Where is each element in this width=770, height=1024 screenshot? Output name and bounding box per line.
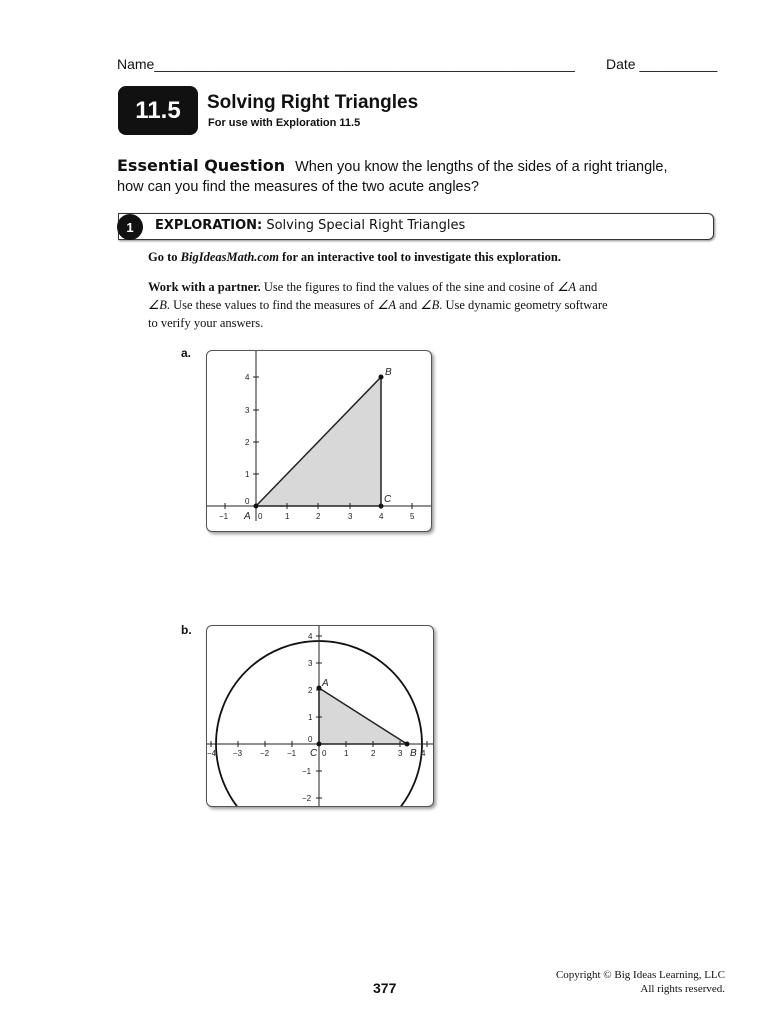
- x-tick-label: 1: [285, 512, 290, 521]
- y-tick-label: 1: [308, 713, 313, 722]
- point-c: [317, 742, 322, 747]
- essential-question-label: Essential Question: [117, 156, 286, 175]
- x-tick-label: 2: [316, 512, 321, 521]
- point-b: [379, 375, 384, 380]
- figure-a-label: a.: [181, 346, 192, 360]
- y-tick-label: 3: [245, 406, 250, 415]
- y-tick-label: 2: [308, 686, 313, 695]
- work-text-3: . Use dynamic geometry software to verify your answers.: [148, 298, 608, 330]
- x-tick-label: 3: [398, 749, 403, 758]
- lesson-number: 11.5: [135, 96, 181, 124]
- figure-b-graph: [207, 626, 433, 806]
- goto-suffix: for an interactive tool to investigate this exploration.: [278, 250, 561, 264]
- copyright-line-1: Copyright © Big Ideas Learning, LLC: [555, 969, 725, 981]
- x-tick-label: 4: [421, 749, 426, 758]
- lesson-subtitle: For use with Exploration 11.5: [208, 117, 361, 129]
- figure-b: [206, 625, 434, 807]
- figure-b-label: b.: [181, 623, 192, 637]
- y-tick-label: 4: [308, 632, 313, 641]
- essential-question-text: When you know the lengths of the sides of a right triangle, how can you find the measures of the two acute angles?: [117, 159, 668, 195]
- and-text-1: and: [576, 280, 598, 294]
- x-tick-label: −3: [233, 749, 243, 758]
- y-tick-label: 0: [308, 735, 313, 744]
- point-c-label: C: [384, 494, 392, 505]
- goto-prefix: Go to: [148, 250, 181, 264]
- angle-a-ref-2: ∠A: [377, 298, 397, 312]
- x-tick-label: −2: [260, 749, 270, 758]
- triangle-abc: [319, 688, 407, 744]
- y-tick-label: −2: [302, 794, 312, 803]
- point-b-label: B: [385, 367, 392, 378]
- exploration-heading: [155, 218, 465, 233]
- exploration-number-badge: [117, 214, 143, 240]
- page-number: 377: [373, 980, 397, 996]
- x-tick-label: −1: [219, 512, 229, 521]
- work-text-2: . Use these values to find the measures of: [166, 298, 378, 312]
- y-tick-label: 0: [245, 497, 250, 506]
- point-a-label: A: [322, 678, 329, 689]
- exploration-number: 1: [126, 219, 134, 235]
- lesson-title: Solving Right Triangles: [207, 92, 419, 113]
- x-tick-label: 4: [379, 512, 384, 521]
- and-text-2: and: [396, 298, 421, 312]
- angle-b-ref-2: ∠B: [420, 298, 440, 312]
- lesson-number-badge: [118, 86, 198, 135]
- work-text-1: Use the figures to find the values of the sine and cosine of: [260, 280, 558, 294]
- triangle-abc: [256, 377, 381, 506]
- point-a: [254, 504, 259, 509]
- point-c-label: C: [310, 748, 318, 759]
- y-tick-label: 2: [245, 438, 250, 447]
- copyright: [520, 968, 725, 996]
- y-tick-label: −1: [302, 767, 312, 776]
- figure-a: [206, 350, 432, 532]
- figure-a-graph: [207, 351, 431, 531]
- copyright-line-2: All rights reserved.: [640, 983, 725, 995]
- x-tick-label: −4: [207, 749, 217, 758]
- y-tick-label: 3: [308, 659, 313, 668]
- point-b: [405, 742, 410, 747]
- x-tick-label: −1: [287, 749, 297, 758]
- x-tick-label: 0: [258, 512, 263, 521]
- y-tick-label: 1: [245, 470, 250, 479]
- exploration-title: Solving Special Right Triangles: [266, 218, 466, 233]
- x-tick-label: 0: [322, 749, 327, 758]
- essential-question: [117, 156, 677, 197]
- angle-b-ref: ∠B: [148, 298, 167, 312]
- x-tick-label: 2: [371, 749, 376, 758]
- point-a-label: A: [244, 511, 251, 522]
- x-tick-label: 1: [344, 749, 349, 758]
- work-instruction: [148, 278, 618, 332]
- y-tick-label: 4: [245, 373, 250, 382]
- name-field-label: Name______________________________________________________: [117, 56, 575, 72]
- goto-instruction: [148, 250, 708, 265]
- angle-a-ref: ∠A: [557, 280, 577, 294]
- x-tick-label: 3: [348, 512, 353, 521]
- x-tick-label: 5: [410, 512, 415, 521]
- exploration-label: EXPLORATION:: [155, 218, 263, 233]
- point-b-label: B: [410, 748, 417, 759]
- work-label: Work with a partner.: [148, 280, 261, 294]
- date-field-label: Date __________: [606, 56, 718, 72]
- goto-site-link[interactable]: BigIdeasMath.com: [180, 250, 279, 264]
